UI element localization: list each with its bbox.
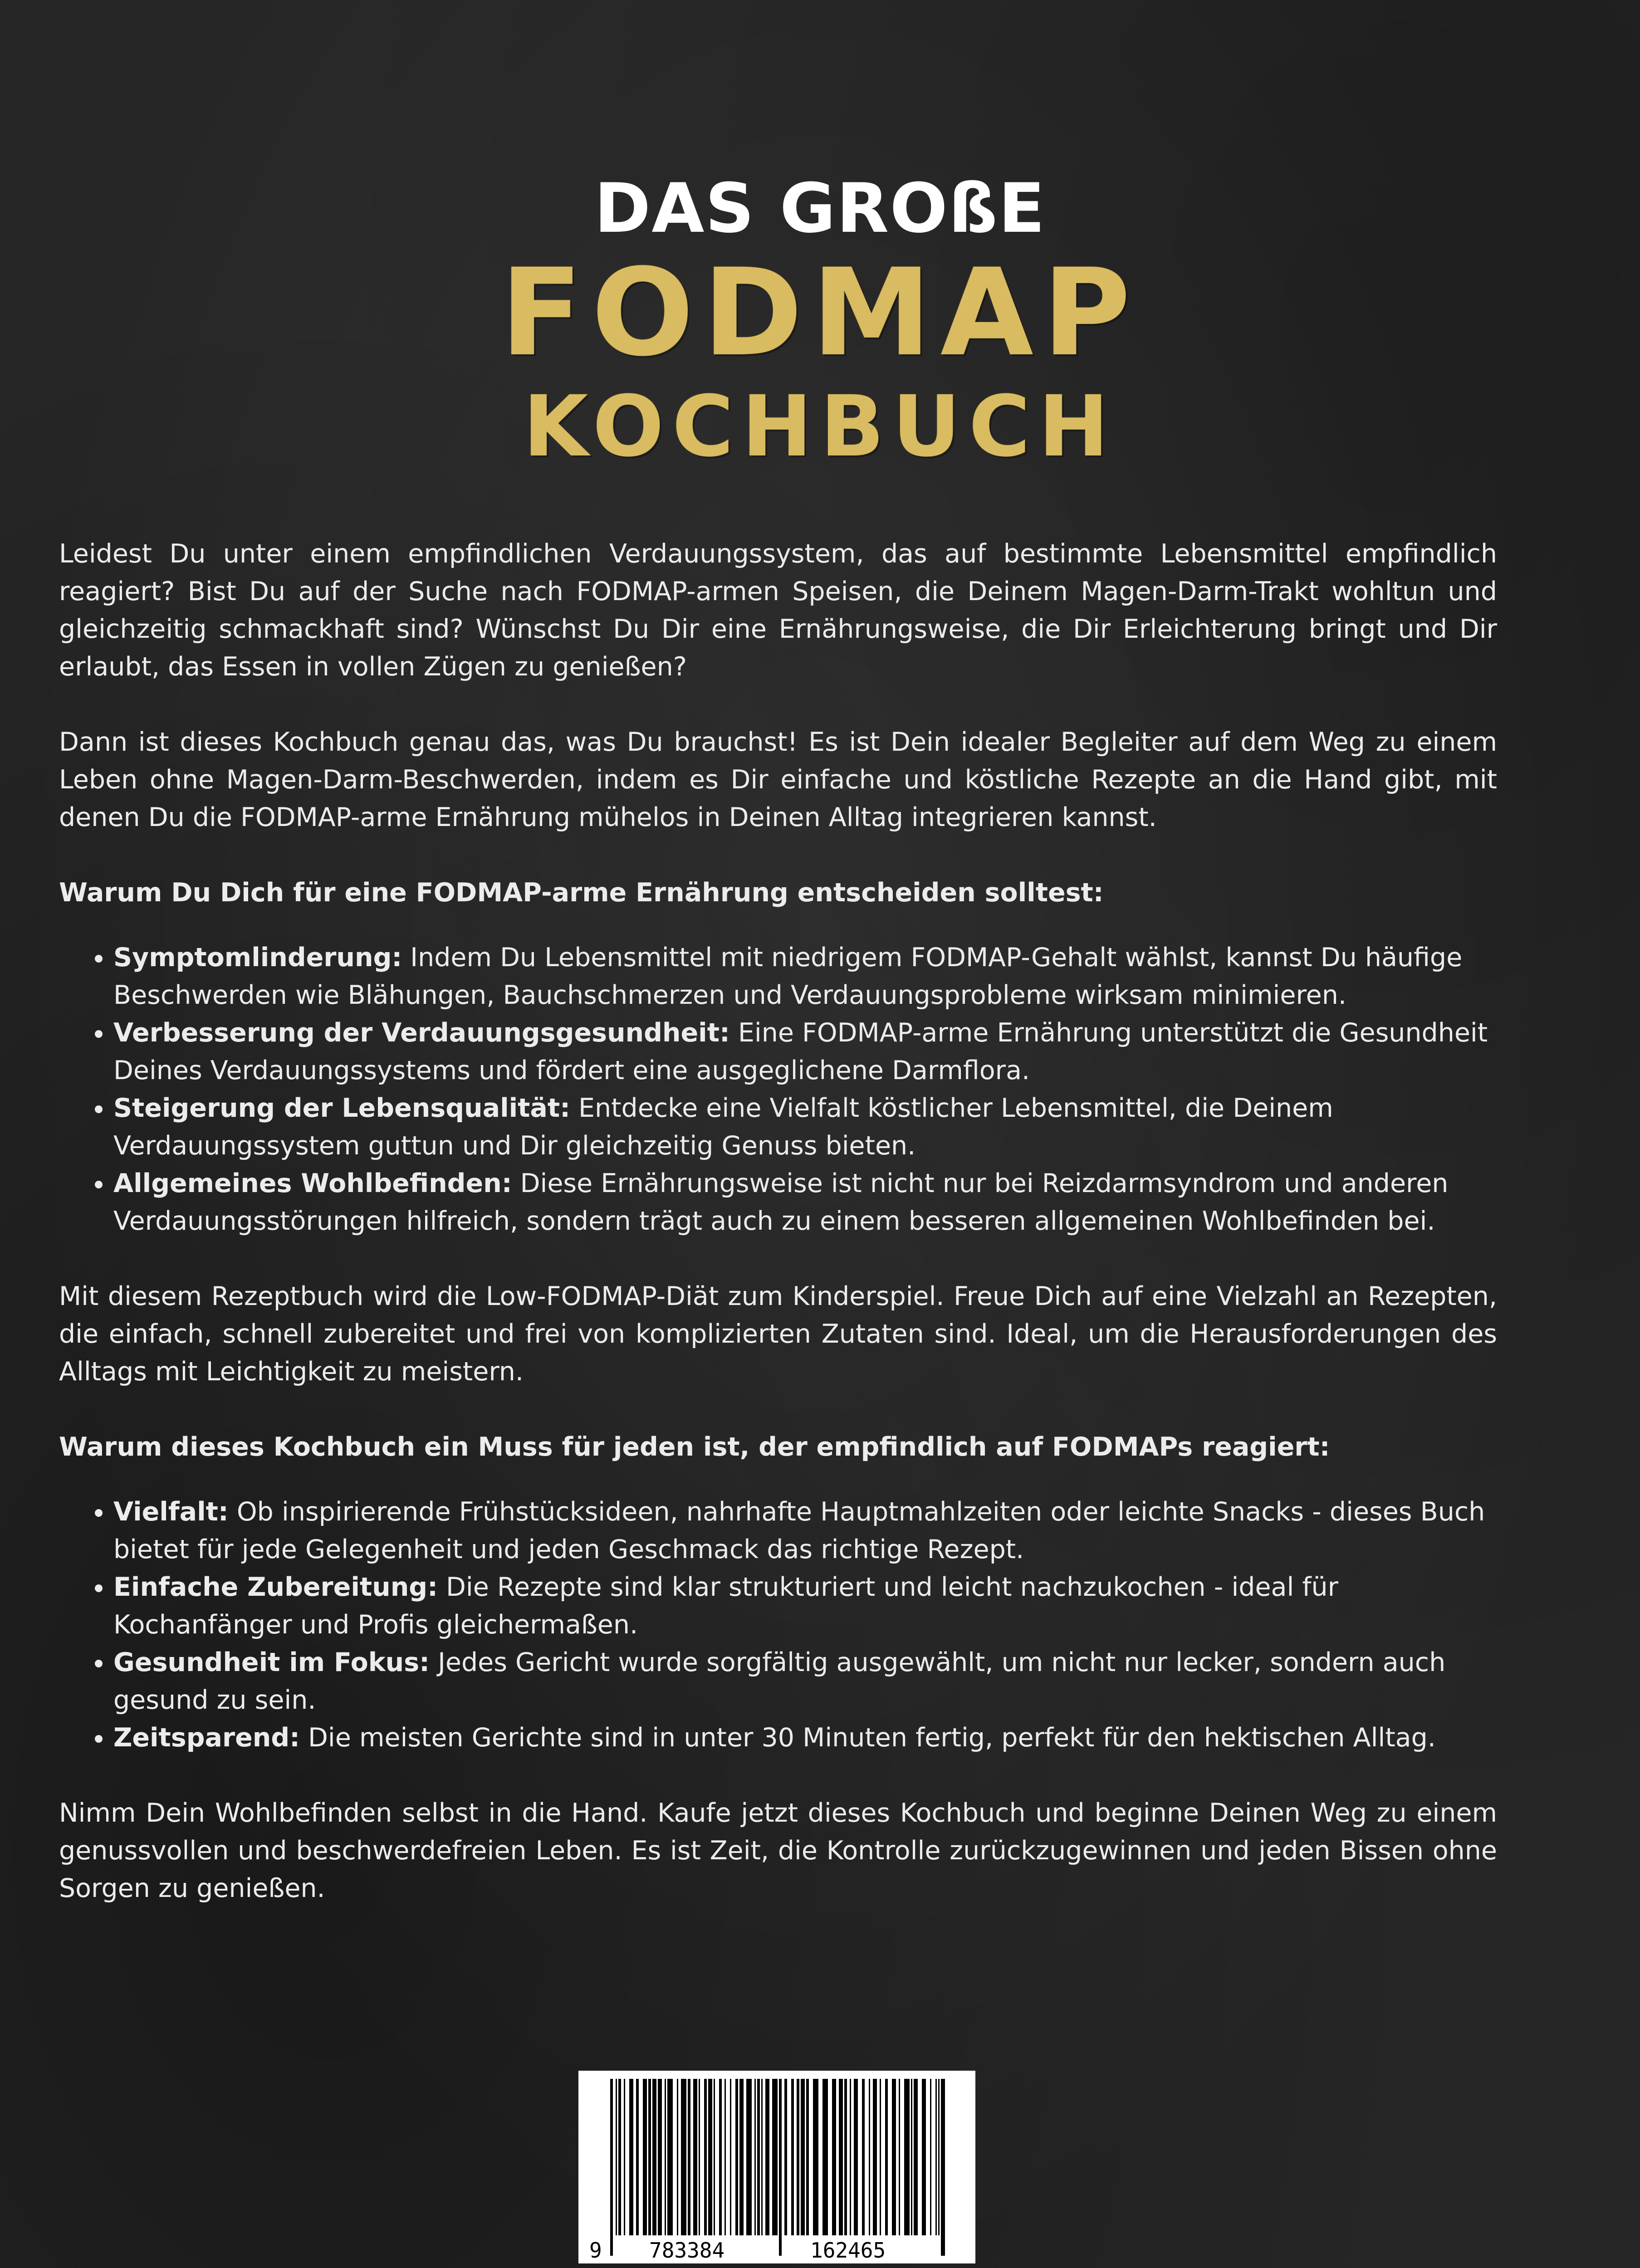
- list-item: [113, 1644, 1497, 1719]
- title-line-kochbuch: KOCHBUCH: [523, 377, 1117, 475]
- list-item-label: Einfache Zubereitung:: [113, 1572, 438, 1602]
- list-item-text: Jedes Gericht wurde sorgfältig ausgewählt, um nicht nur lecker, sondern auch gesund zu sein.: [113, 1647, 1446, 1715]
- barcode-bar: [899, 2079, 900, 2235]
- barcode-bar: [757, 2079, 760, 2235]
- list-item: [113, 1719, 1497, 1757]
- middle-paragraph: Mit diesem Rezeptbuch wird die Low-FODMAP-Diät zum Kinderspiel. Freue Dich auf eine Vielzahl an Rezepten, die einfach, schnell zubereitet und frei von komplizierten Zutaten sind. Ideal, um die Herausforderungen des Alltags mit Leichtigkeit zu meistern.: [59, 1281, 1497, 1387]
- list-item: [113, 1090, 1497, 1165]
- barcode-bar: [938, 2079, 940, 2235]
- barcode-bar: [914, 2079, 918, 2235]
- barcode-bar: [850, 2079, 851, 2235]
- list-item-text: Die meisten Gerichte sind in unter 30 Minuten fertig, perfekt für den hektischen Alltag.: [299, 1723, 1436, 1753]
- barcode-bar: [730, 2079, 731, 2235]
- barcode-bar: [693, 2079, 697, 2235]
- barcode-bar: [714, 2079, 715, 2235]
- barcode-bar: [761, 2079, 763, 2235]
- isbn-barcode: [578, 2071, 975, 2263]
- barcode-bar: [930, 2079, 931, 2235]
- barcode-bar: [854, 2079, 858, 2235]
- barcode-bar: [765, 2079, 769, 2235]
- barcode-bar: [610, 2079, 613, 2256]
- barcode-bar: [618, 2079, 621, 2235]
- barcode-bar: [941, 2079, 945, 2256]
- barcode-bar: [648, 2079, 651, 2235]
- barcode-bar: [801, 2079, 805, 2235]
- barcode-bar: [880, 2079, 881, 2235]
- barcode-bar: [652, 2079, 656, 2235]
- list-item-text: Diese Ernährungsweise ist nicht nur bei Reizdarmsyndrom und anderen Verdauungsstörungen hilfreich, sondern trägt auch zu einem besseren allgemeinen Wohlbefinden bei.: [113, 1168, 1449, 1236]
- barcode-bar: [665, 2079, 666, 2235]
- list-item-text: Die Rezepte sind klar strukturiert und leicht nachzukochen - ideal für Kochanfänger und Profis gleichermaßen.: [113, 1572, 1339, 1640]
- list-item-text: Ob inspirierende Frühstücksideen, nahrhafte Hauptmahlzeiten oder leichte Snacks - dieses Buch bietet für jede Gelegenheit und jeden Geschmack das richtige Rezept.: [113, 1497, 1485, 1564]
- barcode-bar: [699, 2079, 700, 2235]
- intro-paragraph-1: Leidest Du unter einem empfindlichen Verdauungssystem, das auf bestimmte Lebensmittel empfindlich reagiert? Bist Du auf der Suche nach FODMAP-armen Speisen, die Deinem Magen-Darm-Trakt wohltun und gleichzeitig schmackhaft sind? Wünschst Du Dir eine Ernährungsweise, die Dir Erleichterung bringt und Dir erlaubt, das Essen in vollen Zügen zu genießen?: [59, 539, 1497, 682]
- barcode-digit-first: 9: [587, 2239, 605, 2262]
- list-item-label: Verbesserung der Verdauungsgesundheit:: [113, 1018, 730, 1048]
- list-item: [113, 1014, 1497, 1090]
- barcode-bar: [719, 2079, 722, 2235]
- list-item: [113, 1493, 1497, 1569]
- barcode-bar: [681, 2079, 686, 2235]
- barcode-bar: [797, 2079, 799, 2235]
- barcode-bar: [813, 2079, 818, 2235]
- barcode-bar: [704, 2079, 707, 2235]
- title-line-das-grosse: DAS GROßE: [594, 169, 1046, 248]
- intro-paragraph-2: Dann ist dieses Kochbuch genau das, was Du brauchst! Es ist Dein idealer Begleiter auf dem Weg zu einem Leben ohne Magen-Darm-Beschwerden, indem es Dir einfache und köstliche Rezepte an die Hand gibt, mit denen Du die FODMAP-arme Ernährung mühelos in Deinen Alltag integrieren kannst.: [59, 727, 1497, 832]
- list-item: [113, 1569, 1497, 1644]
- barcode-bar: [754, 2079, 756, 2235]
- barcode-bar: [869, 2079, 870, 2235]
- barcode-bar: [616, 2079, 617, 2235]
- barcode-bar: [822, 2079, 828, 2235]
- list-item-text: Indem Du Lebensmittel mit niedrigem FODMAP-Gehalt wählst, kannst Du häufige Beschwerden wie Blähungen, Bauchschmerzen und Verdauungsprobleme wirksam minimieren.: [113, 943, 1463, 1010]
- barcode-bar: [873, 2079, 877, 2235]
- barcode-bar: [735, 2079, 738, 2235]
- barcode-bar: [832, 2079, 836, 2235]
- barcode-bar: [643, 2079, 647, 2235]
- list-item: [113, 939, 1497, 1014]
- description-text: [59, 535, 1497, 1945]
- barcode-bar: [885, 2079, 888, 2235]
- barcode-bar: [677, 2079, 678, 2235]
- barcode-bar: [629, 2079, 633, 2235]
- list-item-label: Gesundheit im Fokus:: [113, 1647, 430, 1677]
- list-item-label: Zeitsparend:: [113, 1723, 300, 1753]
- list-item-label: Steigerung der Lebensqualität:: [113, 1093, 570, 1123]
- barcode-bar: [725, 2079, 726, 2235]
- section2-heading: Warum dieses Kochbuch ein Muss für jeden ist, der empfindlich auf FODMAPs reagiert:: [59, 1432, 1330, 1462]
- list-item-label: Symptomlinderung:: [113, 943, 402, 973]
- barcode-bar: [839, 2079, 843, 2235]
- barcode-bar: [806, 2079, 809, 2235]
- list-item-text: Eine FODMAP-arme Ernährung unterstützt die Gesundheit Deines Verdauungssystems und fördert eine ausgeglichene Darmflora.: [113, 1018, 1488, 1085]
- barcode-bar: [911, 2079, 912, 2235]
- barcode-bar: [922, 2079, 926, 2235]
- barcode-bar: [844, 2079, 847, 2235]
- barcode-bar: [904, 2079, 910, 2235]
- barcode-digit-group-2: 162465: [808, 2239, 888, 2262]
- section1-heading: Warum Du Dich für eine FODMAP-arme Ernährung entscheiden solltest:: [59, 878, 1104, 908]
- barcode-bar: [779, 2079, 782, 2256]
- barcode-bar: [708, 2079, 712, 2235]
- section1-list: [59, 939, 1497, 1240]
- barcode-bar: [892, 2079, 896, 2235]
- list-item: [113, 1165, 1497, 1240]
- section2-list: [59, 1493, 1497, 1757]
- barcode-bar: [667, 2079, 673, 2235]
- barcode-bar: [935, 2079, 937, 2235]
- list-item-label: Allgemeines Wohlbefinden:: [113, 1168, 512, 1198]
- barcode-bar: [862, 2079, 865, 2235]
- list-item-text: Entdecke eine Vielfalt köstlicher Lebensmittel, die Deinem Verdauungssystem guttun und Dir gleichzeitig Genuss bieten.: [113, 1093, 1333, 1161]
- list-item-label: Vielfalt:: [113, 1497, 229, 1527]
- title-line-fodmap: FODMAP: [500, 243, 1140, 383]
- barcode-digit-group-1: 783384: [646, 2239, 727, 2262]
- barcode-bar: [688, 2079, 690, 2235]
- barcode-bar: [739, 2079, 744, 2235]
- barcode-bar: [624, 2079, 625, 2235]
- barcode-bar: [746, 2079, 752, 2235]
- title-block: [0, 169, 1640, 475]
- barcode-bar: [791, 2079, 794, 2235]
- barcode-bar: [772, 2079, 778, 2235]
- closing-paragraph: Nimm Dein Wohlbefinden selbst in die Hand. Kaufe jetzt dieses Kochbuch und beginne Deinen Weg zu einem genussvollen und beschwerdefreien Leben. Es ist Zeit, die Kontrolle zurückzugewinnen und jeden Bissen ohne Sorgen zu genießen.: [59, 1798, 1497, 1903]
- barcode-bars: [578, 2071, 975, 2263]
- barcode-bar: [784, 2079, 787, 2235]
- barcode-bar: [658, 2079, 662, 2235]
- barcode-bar: [636, 2079, 639, 2235]
